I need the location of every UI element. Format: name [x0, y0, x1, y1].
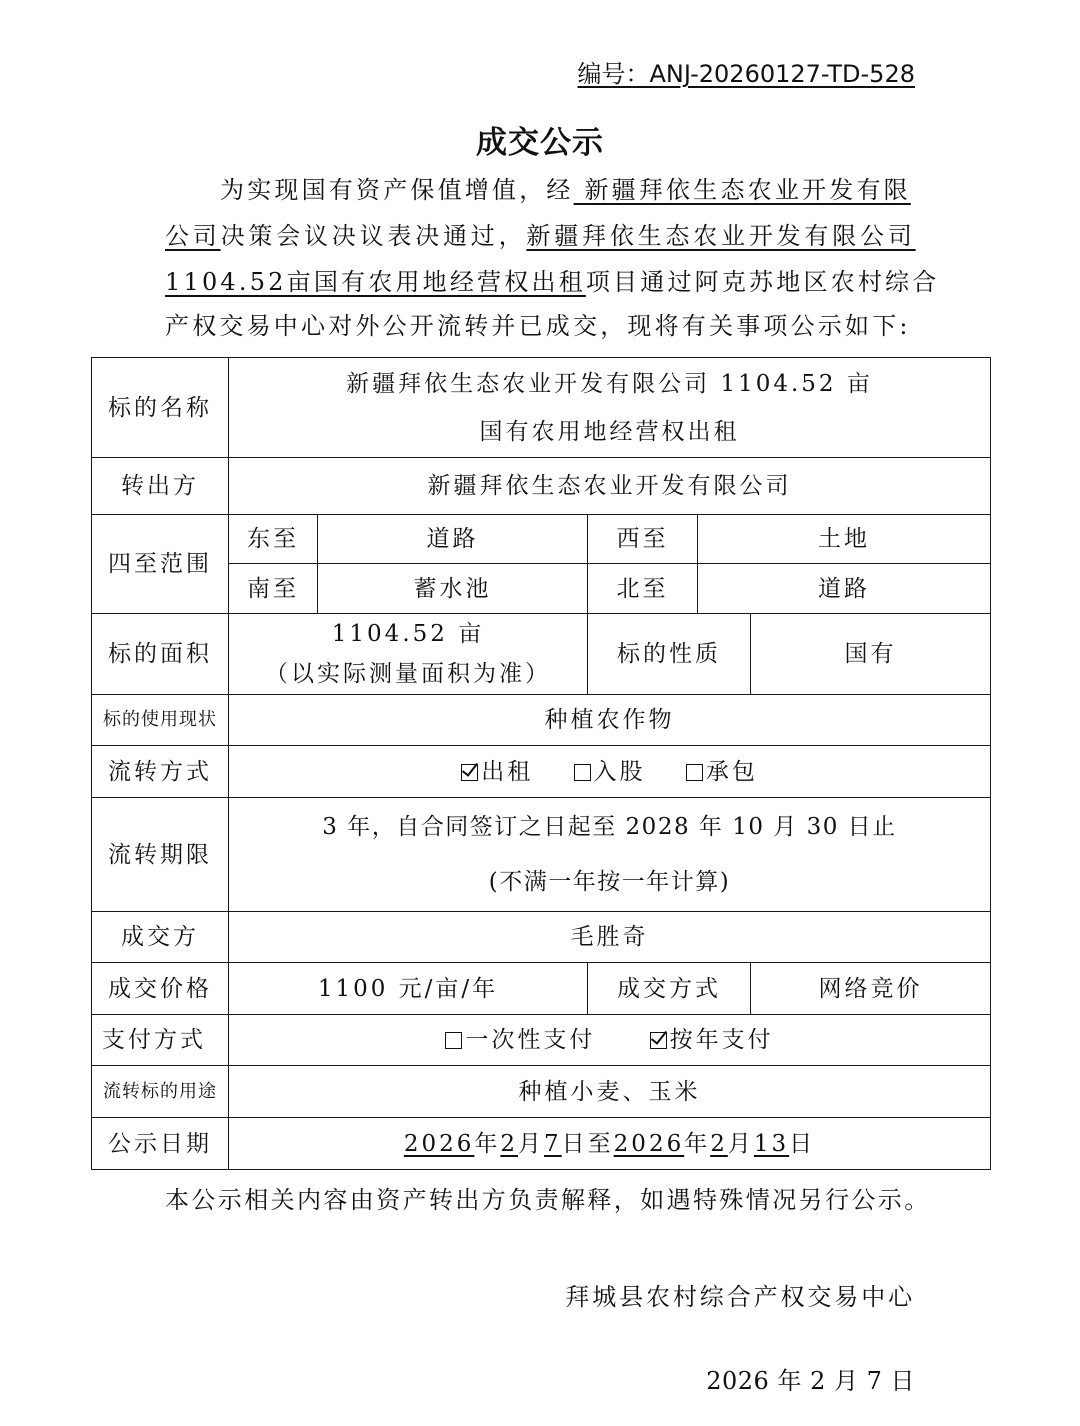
option-label: 出租	[481, 758, 534, 785]
annual-checkbox	[650, 1032, 667, 1049]
option-label: 入股	[593, 758, 646, 785]
date-text: 月	[727, 1130, 754, 1157]
subject-name-value	[229, 358, 991, 458]
subject-name-line-1: 新疆拜依生态农业开发有限公司 1104.52 亩	[346, 370, 873, 397]
label-text: 标的面积	[108, 641, 212, 667]
area-value	[229, 614, 588, 695]
transfer-method-label	[92, 746, 229, 798]
transferor-label	[92, 458, 229, 515]
notice-table	[91, 357, 991, 1170]
purpose-label	[92, 1066, 229, 1118]
area-line-1: 1104.52 亩	[331, 621, 485, 647]
end-month: 2	[710, 1130, 728, 1157]
option-lease	[461, 757, 533, 787]
notice-date-value	[229, 1118, 991, 1170]
row-payment	[92, 1015, 991, 1066]
value-text: 新疆拜依生态农业开发有限公司	[427, 473, 792, 499]
footer-note: 本公示相关内容由资产转出方负责解释，如遇特殊情况另行公示。	[165, 1186, 931, 1214]
south-value	[318, 564, 588, 614]
document-number: 编号：ANJ-20260127-TD-528	[577, 60, 915, 88]
row-notice-date	[92, 1118, 991, 1170]
label-text: 四至范围	[108, 551, 212, 577]
row-area	[92, 614, 991, 695]
label-text: 西至	[616, 526, 669, 552]
issuer-name: 拜城县农村综合产权交易中心	[565, 1283, 915, 1311]
nature-value	[751, 614, 991, 695]
deal-method-value	[751, 963, 991, 1015]
intro-underlined-company-full: 新疆拜依生态农业开发有限公司	[526, 222, 916, 250]
term-label	[92, 798, 229, 912]
term-value	[229, 798, 991, 912]
north-label	[588, 564, 698, 614]
row-buyer	[92, 912, 991, 963]
value-text: 毛胜奇	[570, 924, 649, 950]
north-value	[698, 564, 991, 614]
value-text: 土地	[818, 526, 870, 552]
usage-status-value	[229, 695, 991, 746]
row-price	[92, 963, 991, 1015]
row-boundaries-1	[92, 515, 991, 564]
value-text: 国有	[844, 641, 897, 667]
row-transfer-method	[92, 746, 991, 798]
transferor-value	[229, 458, 991, 515]
payment-label	[92, 1015, 229, 1066]
payment-options	[229, 1015, 991, 1066]
usage-status-label	[92, 695, 229, 746]
east-label	[229, 515, 318, 564]
option-annual	[650, 1025, 774, 1055]
date-text: 日	[789, 1130, 816, 1157]
date-text: 日至	[561, 1130, 614, 1157]
intro-text: 决策会议决议表决通过，	[220, 222, 527, 250]
west-label	[588, 515, 698, 564]
start-year: 2026	[403, 1130, 475, 1157]
east-value	[318, 515, 588, 564]
area-label	[92, 614, 229, 695]
date-text: 年	[684, 1130, 711, 1157]
row-purpose	[92, 1066, 991, 1118]
row-usage-status	[92, 695, 991, 746]
boundaries-label	[92, 515, 229, 614]
intro-text: 项目通过阿克苏地区农村综合	[585, 268, 940, 296]
date-text: 年	[474, 1130, 501, 1157]
row-subject-name	[92, 358, 991, 458]
option-label: 一次性支付	[465, 1027, 596, 1053]
subject-name-label	[92, 358, 229, 458]
lump-sum-checkbox	[445, 1032, 462, 1049]
intro-text: 为实现国有资产保值增值，经	[220, 176, 574, 204]
value-text: 网络竞价	[818, 975, 923, 1002]
buyer-value	[229, 912, 991, 963]
nature-label	[588, 614, 751, 695]
west-value	[698, 515, 991, 564]
label-text: 流转期限	[108, 841, 212, 868]
label-text: 公示日期	[108, 1130, 212, 1157]
option-label: 承包	[705, 758, 758, 785]
date-text: 月	[518, 1130, 545, 1157]
equity-checkbox	[574, 764, 591, 781]
intro-text: 产权交易中心对外公开流转并已成交，现将有关事项公示如下:	[165, 312, 911, 340]
intro-underlined-company: 新疆拜依生态农业开发有限	[573, 176, 911, 204]
value-text: 1100 元/亩/年	[317, 975, 499, 1002]
intro-underlined-project: 1104.52亩国有农用地经营权出租	[165, 268, 586, 296]
option-equity	[574, 757, 646, 787]
option-lump-sum	[445, 1025, 595, 1055]
label-text: 标的名称	[108, 394, 212, 421]
row-transferor	[92, 458, 991, 515]
label-text: 北至	[616, 575, 669, 602]
intro-line-3	[165, 264, 939, 300]
term-line-2: (不满一年按一年计算)	[488, 868, 731, 895]
label-text: 成交价格	[108, 975, 212, 1002]
issue-date: 2026 年 2 月 7 日	[706, 1367, 915, 1395]
label-text: 流转方式	[108, 758, 212, 785]
start-month: 2	[500, 1130, 519, 1157]
end-year: 2026	[613, 1130, 685, 1157]
label-text: 成交方	[121, 924, 199, 950]
notice-date-label	[92, 1118, 229, 1170]
label-text: 标的性质	[617, 641, 721, 667]
page-title: 成交公示	[476, 125, 604, 161]
intro-line-4	[165, 308, 911, 344]
area-line-2: （以实际测量面积为准）	[265, 661, 551, 687]
term-line-1: 3 年，自合同签订之日起至 2028 年 10 月 30 日止	[322, 813, 897, 840]
value-text: 道路	[426, 526, 479, 552]
label-text: 成交方式	[617, 975, 721, 1002]
option-contract	[686, 757, 758, 787]
end-day: 13	[753, 1130, 790, 1157]
south-label	[229, 564, 318, 614]
transfer-method-options	[229, 746, 991, 798]
label-text: 南至	[247, 575, 299, 602]
label-text: 东至	[247, 526, 299, 552]
subject-name-line-2: 国有农用地经营权出租	[479, 418, 740, 445]
option-label: 按年支付	[669, 1027, 774, 1053]
purpose-value	[229, 1066, 991, 1118]
row-term	[92, 798, 991, 912]
contract-checkbox	[686, 764, 703, 781]
value-text: 种植农作物	[544, 707, 675, 733]
intro-line-2	[165, 218, 916, 254]
buyer-label	[92, 912, 229, 963]
label-text: 支付方式	[102, 1027, 206, 1053]
value-text: 道路	[818, 575, 870, 602]
deal-method-label	[588, 963, 751, 1015]
value-text: 种植小麦、玉米	[518, 1078, 701, 1105]
price-label	[92, 963, 229, 1015]
label-text: 流转标的用途	[103, 1080, 217, 1102]
lease-checkbox	[461, 764, 478, 781]
intro-underlined-company-end: 公司	[165, 222, 221, 250]
label-text: 标的使用现状	[103, 709, 217, 730]
label-text: 转出方	[121, 473, 199, 499]
price-value	[229, 963, 588, 1015]
value-text: 蓄水池	[413, 575, 492, 602]
start-day: 7	[544, 1130, 562, 1157]
intro-line-1	[220, 172, 911, 208]
